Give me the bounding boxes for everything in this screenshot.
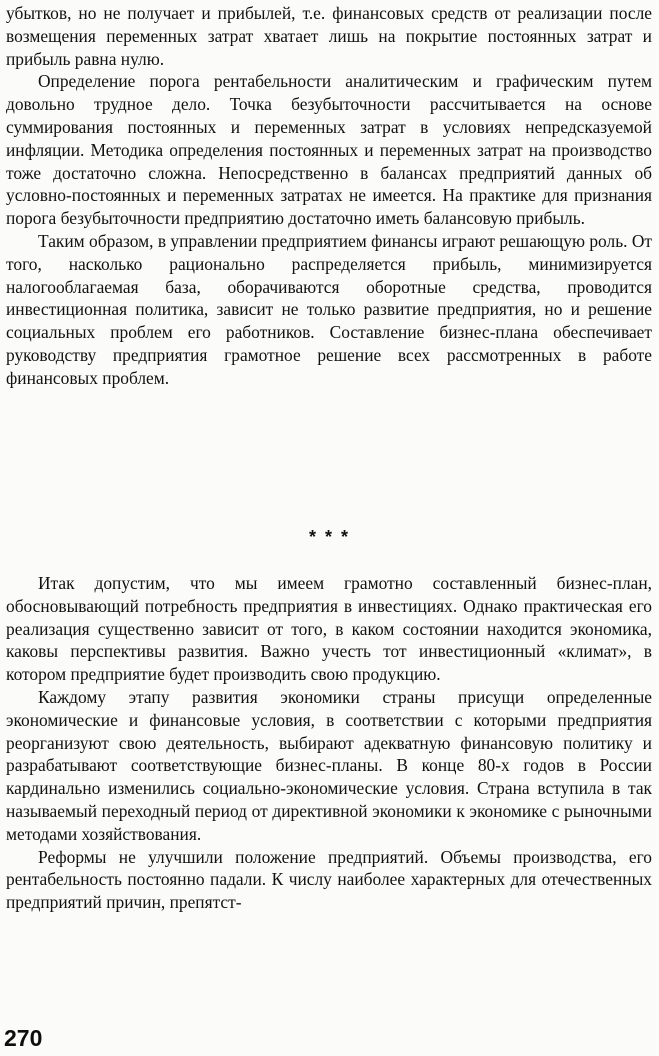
paragraph-continued: убытков, но не получает и прибылей, т.е. финансовых средств от реализации после возмещения переменных затрат хватает лишь на покрытие постоянных затрат и прибыль равна нулю.: [6, 3, 652, 69]
page-number: 270: [4, 1025, 43, 1051]
paragraph-economic-stages: Каждому этапу развития экономики страны присущи определенные экономические и финансовые условия, в соответствии с которыми предприятия реорганизуют свою деятельность, выбирают адекватную финансовую политику и разрабатывают соответствующие бизнес-планы. В конце 80-х годов в России кардинально изменились социально-экономические условия. Страна вступила в так называемый переходный период от директивной экономики к экономике с рыночными методами хозяйствования.: [6, 686, 652, 844]
paragraph-finance-role: Таким образом, в управлении предприятием финансы играют решающую роль. От того, насколько рационально распределяется прибыль, минимизируется налогооблагаемая база, оборачиваются оборотные средства, проводится инвестиционная политика, зависит не только развитие предприятия, но и решение социальных проблем его работников. Составление бизнес-плана обеспечивает руководству предприятия грамотное решение всех рассмотренных в работе финансовых проблем.: [6, 230, 652, 388]
paragraph-investment-climate: Итак допустим, что мы имеем грамотно составленный бизнес-план, обосновывающий потребность предприятия в инвестициях. Однако практическая его реализация существенно зависит от того, в каком состоянии находится экономика, каковы перспективы развития. Важно учесть тот инвестиционный «климат», в котором предприятие будет производить свою продукцию.: [6, 573, 652, 685]
paragraph-reforms: Реформы не улучшили положение предприятий. Объемы производства, его рентабельность постоянно падали. К числу наиболее характерных для отечественных предприятий причин, препятст-: [6, 846, 652, 913]
section-separator: * * *: [308, 527, 351, 547]
text-block-top: [6, 2, 652, 390]
text-block-bottom: [6, 572, 652, 914]
paragraph-break-even: Определение порога рентабельности аналитическим и графическим путем довольно трудное дело. Точка безубыточности рассчитывается на основе суммирования постоянных и переменных затрат в условиях непредсказуемой инфляции. Методика определения постоянных и переменных затрат на производство тоже достаточно сложна. Непосредственно в балансах предприятий данных об условно-постоянных и переменных затратах не имеется. На практике для признания порога безубыточности предприятию достаточно иметь балансовую прибыль.: [6, 71, 652, 229]
